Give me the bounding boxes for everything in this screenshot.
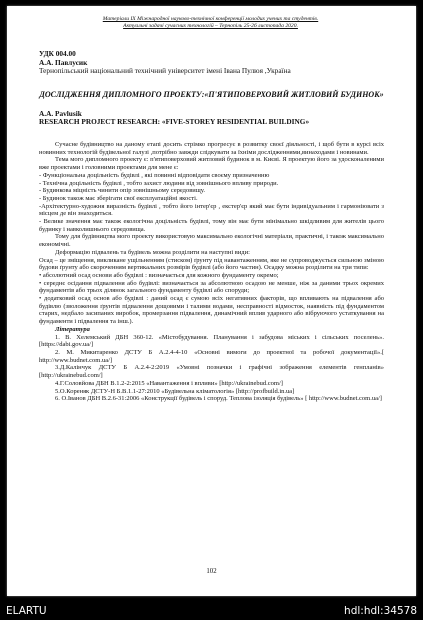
paragraph: • абсолютний осад основи або будівлі : визначається для кожного фундаменту окремо; xyxy=(39,271,279,279)
affiliation: Тернопільський національний технічний університет імені Івана Пулюя ,Україна xyxy=(39,66,291,76)
reference-item: 6. О.Іванов ДБН В.2.6-31:2006 «Конструкції будівель і споруд. Теплова ізоляція будівель» [ http://www.budnet.com.ua/] xyxy=(55,395,382,403)
author-en: A.A. Pavlusik xyxy=(39,109,82,118)
paragraph: - Будинок також має зберігати свої експлуатаційні якості. xyxy=(39,194,198,202)
author-ua: А.А. Павлусик xyxy=(39,57,88,67)
reference-item: 3.Д.Калінчук ДСТУ Б А.2.4-2:2019 «Умовні позначки і графічні зображення елементів генпланів» [http://ukrainebud.com/] xyxy=(39,364,384,380)
footer-handle: hdl:hdl:34578 xyxy=(344,605,417,617)
reference-item: 4.Г.Соловйова ДБН В.1.2-2:2015 «Навантаження і впливи» [http://ukrainebud.com/] xyxy=(55,379,283,387)
title-ua: ДОСЛІДЖЕННЯ ДИПЛОМНОГО ПРОЕКТУ:«П'ЯТИПОВЕРХОВИЙ ЖИТЛОВИЙ БУДИНОК» xyxy=(39,90,384,99)
reference-item: 5.О.Кореняк ДСТУ-Н Б.В.1.1-27:2010 «Будівельна кліматологія» [http://profbuild.in.ua] xyxy=(55,387,295,395)
document-page xyxy=(7,6,416,596)
paragraph: • додатковий осад основ або будівлі : даний осад є сумою всіх негативних факторів, що впливають на підвалення або будівлю (зволоження ґрунтів підвалення дощовими і талими водами, несправності відмосток, наявність під фундаментом старих, недбало засипаних виробок, промерзання підвалення, динамічний вплив ударного або вібруючого устаткування на фундаменти і підвалення та інш.). xyxy=(39,295,384,326)
page-number: 102 xyxy=(206,568,217,575)
repository-footer xyxy=(0,602,423,620)
udk-code: УДК 004.00 xyxy=(39,49,76,58)
article-body xyxy=(39,141,384,403)
paragraph: - Велике значення має також екологічна доцільність будівлі, тому він має бути мінімально шкідливим для жителів цього будинку і навколишнього середовища. xyxy=(39,218,384,233)
paragraph: Деформацію підвалень та будівель можна розділити на наступні види: xyxy=(55,248,250,256)
paragraph: - Будинкова міцність чинити опір зовнішньому середовищу. xyxy=(39,187,206,195)
paragraph: - Функціональна доцільність будівлі , які повинні відповідати своєму призначенню xyxy=(39,171,270,179)
paragraphs xyxy=(39,141,384,326)
reference-item: 1. В. Хелемський ДБН 360-12. «Містобудування. Планування і забудова міських і сільських поселень». [https://dabi.gov.ua/] xyxy=(39,333,384,349)
english-block xyxy=(39,110,384,127)
paragraph: -Архітектурно-художня виразність будівлі , тобто його інтер'єр , екстер'єр який має бути індивідуальним і гармоніювати з місцем де він знаходиться. xyxy=(39,202,384,218)
paragraph: Сучасне будівництво на даному етапі досить стрімко прогресує в розвитку своєї діяльності, і щоб бути в курсі всіх новинних технологій будівельної галузі ,потрібно завжди слідкувати за їхніми дослідженнями,винаходами і новинами. xyxy=(39,141,384,156)
author-block xyxy=(39,50,384,76)
title-en: RESEARCH PROJECT RESEARCH: «FIVE-STOREY RESIDENTIAL BUILDING» xyxy=(39,117,310,127)
paragraph: - Технічна доцільність будівлі , тобто захист людини від зовнішнього впливу природи. xyxy=(39,179,279,187)
literature-heading: Література xyxy=(55,325,90,333)
header-line-1: Матеріали ІХ Міжнародної науково-технічної конференції молодих учених та студентів. xyxy=(102,16,319,22)
paragraph: • середнє осідання підвалення або будівлі: визначається за абсолютною осадою не менше, ніж за даними трьох окремих фундаментів або трьох ділянок загального фундаменту будівлі або споруди; xyxy=(39,279,384,295)
running-header xyxy=(37,16,384,31)
footer-left-label: ELARTU xyxy=(6,605,47,617)
header-line-2: Актуальні задачі сучасних технологій – Тернопіль 25-26 листопада 2020. xyxy=(123,23,298,30)
paragraph: Тому для будівництва мого проекту використовую максимально екологічні матеріали, практичні, і також максимально економічні. xyxy=(39,233,384,249)
reference-list xyxy=(39,334,384,403)
paragraph: Тема мого дипломного проекту є: п'ятиповерховий житловий будинок в м. Києві. Я проектую його за удосконаленими вже проектами і головними проектами для мене є: xyxy=(39,156,384,172)
paragraph: Осад – це зміщення, викликане ущільненням (стиском) ґрунту під навантаженням, яке не супроводжується сильною зміною будови ґрунту або скороченням вертикальних розмірів будівлі (або його частин). Осадку можна розділити на три типи: xyxy=(39,256,384,272)
reference-item: 2. М. Микитаренко ДСТУ Б А.2.4-4-10 «Основні вимоги до проектної та робочої документації».[ http://www.budnet.com.ua/] xyxy=(39,348,384,364)
